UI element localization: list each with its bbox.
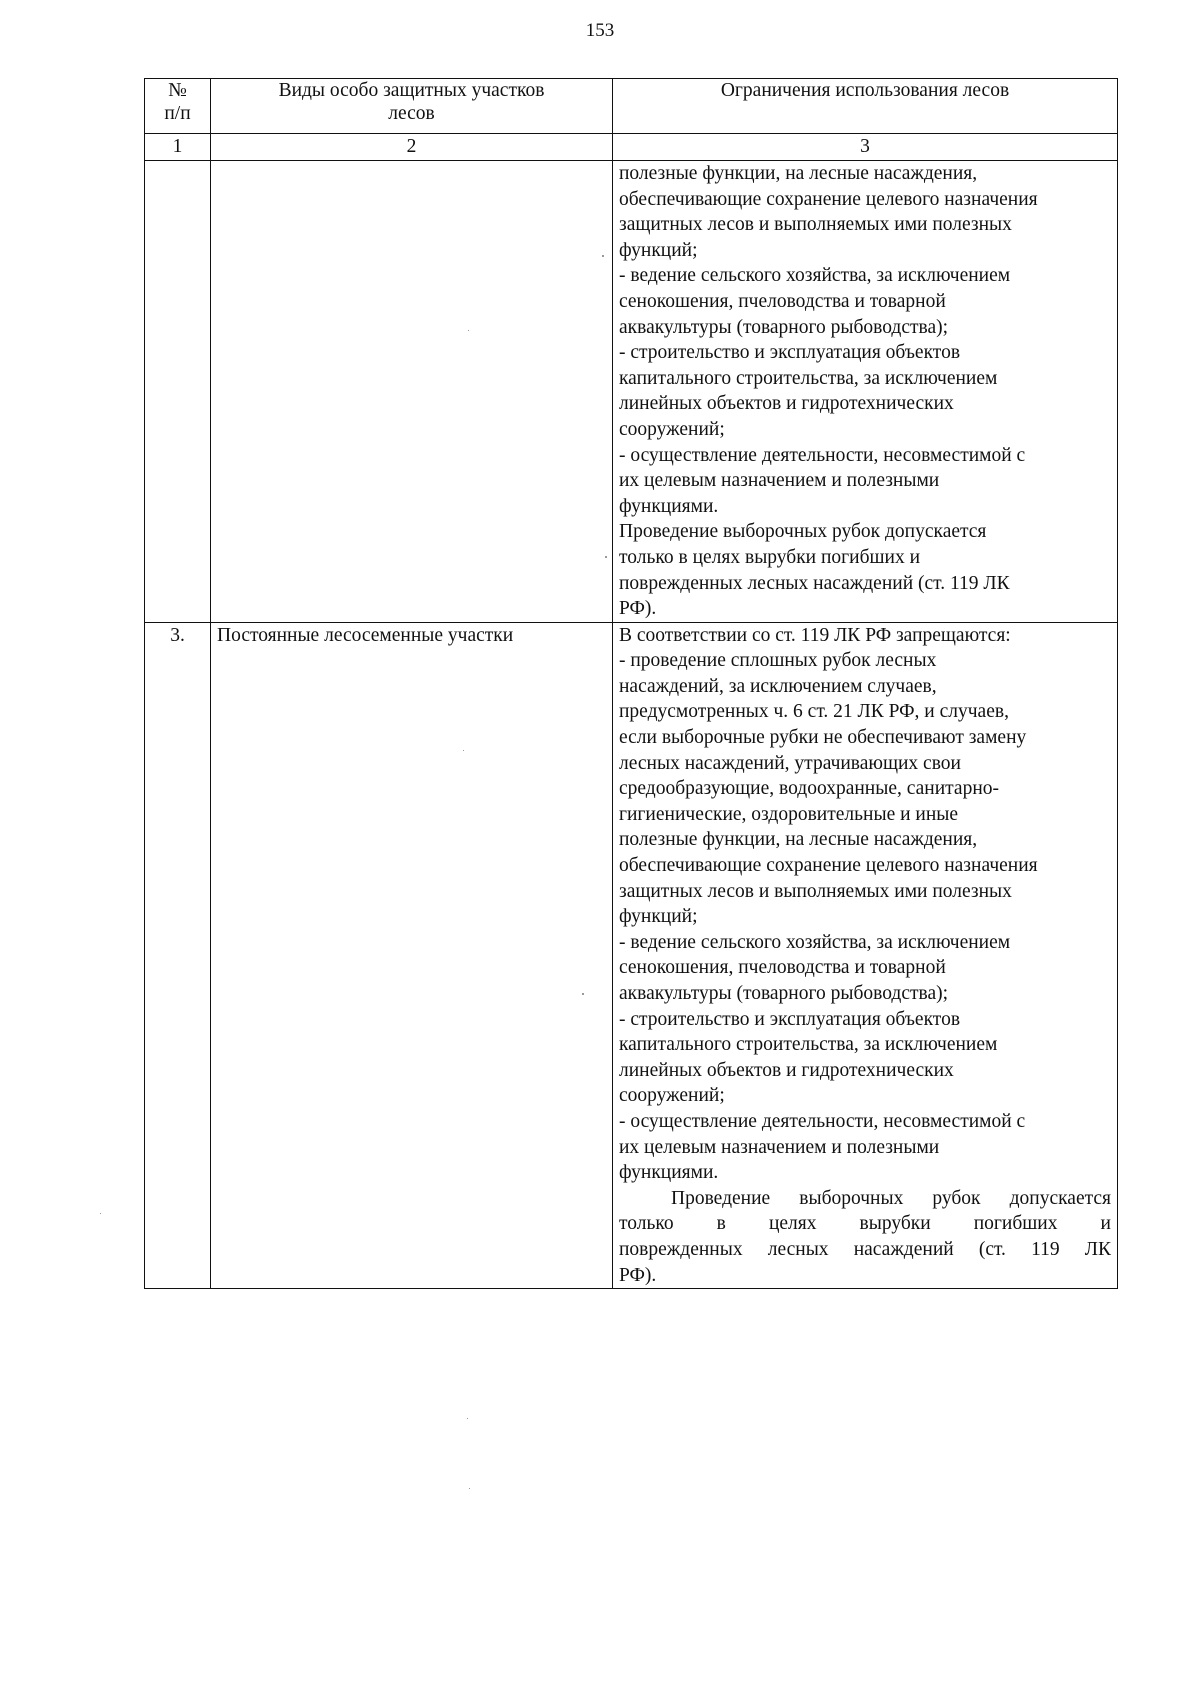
text-line: гигиенические, оздоровительные и иные <box>619 803 959 825</box>
text-line: - строительство и эксплуатация объектов <box>619 342 961 364</box>
text-line: обеспечивающие сохранение целевого назначения <box>619 855 1038 877</box>
text-line: сенокошения, пчеловодства и товарной <box>619 957 946 979</box>
text-line: насаждений, за исключением случаев, <box>619 675 937 697</box>
text-line: РФ). <box>619 1264 657 1286</box>
text-line: В соответствии со ст. 119 ЛК РФ запрещаются: <box>619 624 1011 646</box>
text-line: капитального строительства, за исключением <box>619 367 998 389</box>
text-line: только в целях вырубки погибших и <box>619 546 921 568</box>
text-line: Проведение выборочных рубок допускается <box>619 521 987 543</box>
table-header-row <box>145 79 1118 134</box>
text-line: полезные функции, на лесные насаждения, <box>619 163 978 184</box>
forest-restrictions-table <box>144 78 1118 1289</box>
text-line: только в целях вырубки погибших и <box>619 1213 1111 1235</box>
area-type-cell: Постоянные лесосеменные участки <box>211 622 613 1288</box>
text-line: сенокошения, пчеловодства и товарной <box>619 290 946 312</box>
area-type-cell <box>211 161 613 623</box>
text-line: функций; <box>619 906 698 928</box>
text-line: сооружений; <box>619 1085 725 1107</box>
text-line: средообразующие, водоохранные, санитарно- <box>619 778 1000 800</box>
text-line: - строительство и эксплуатация объектов <box>619 1008 961 1030</box>
text-line: РФ). <box>619 598 657 620</box>
text-line: обеспечивающие сохранение целевого назначения <box>619 188 1038 210</box>
text-line: их целевым назначением и полезными <box>619 1136 940 1158</box>
page-number: 153 <box>585 20 615 41</box>
column-numbers-row <box>145 134 1118 161</box>
text-line: поврежденных лесных насаждений (ст. 119 ЛК <box>619 1238 1111 1260</box>
table-row <box>145 622 1118 1288</box>
text-line: аквакультуры (товарного рыбоводства); <box>619 983 949 1004</box>
column-number: 3 <box>613 134 1118 161</box>
text-line: функциями. <box>619 1162 719 1184</box>
text-line: - ведение сельского хозяйства, за исключением <box>619 931 1011 953</box>
column-number: 2 <box>211 134 613 161</box>
text-line: функциями. <box>619 495 719 517</box>
row-number-cell: 3. <box>145 622 211 1288</box>
restrictions-cell <box>613 161 1118 623</box>
text-line: предусмотренных ч. 6 ст. 21 ЛК РФ, и случаев, <box>619 701 1009 723</box>
restrictions-cell <box>613 622 1118 1288</box>
text-line: линейных объектов и гидротехнических <box>619 1059 954 1081</box>
text-line: защитных лесов и выполняемых ими полезных <box>619 214 1012 236</box>
row-number-cell <box>145 161 211 623</box>
text-line: - осуществление деятельности, несовместимой с <box>619 444 1026 466</box>
text-line: их целевым назначением и полезными <box>619 470 940 492</box>
text-line: защитных лесов и выполняемых ими полезных <box>619 880 1012 902</box>
header-restrictions: Ограничения использования лесов <box>613 79 1118 134</box>
header-area-type: Виды особо защитных участков лесов <box>211 79 613 134</box>
text-line: Проведение выборочных рубок допускается <box>671 1187 1111 1209</box>
text-line: лесных насаждений, утрачивающих свои <box>619 752 961 774</box>
text-line: поврежденных лесных насаждений (ст. 119 ЛК <box>619 572 1010 594</box>
text-line: - проведение сплошных рубок лесных <box>619 650 937 672</box>
text-line: - ведение сельского хозяйства, за исключением <box>619 265 1011 287</box>
text-line: аквакультуры (товарного рыбоводства); <box>619 316 949 338</box>
text-line: полезные функции, на лесные насаждения, <box>619 829 978 851</box>
text-line: функций; <box>619 239 698 261</box>
table-row <box>145 161 1118 623</box>
text-line: капитального строительства, за исключением <box>619 1034 998 1056</box>
text-line: - осуществление деятельности, несовместимой с <box>619 1110 1026 1132</box>
text-line: линейных объектов и гидротехнических <box>619 393 954 415</box>
text-line: сооружений; <box>619 418 725 440</box>
text-line: если выборочные рубки не обеспечивают замену <box>619 727 1027 749</box>
column-number: 1 <box>145 134 211 161</box>
header-number: № п/п <box>145 79 211 134</box>
